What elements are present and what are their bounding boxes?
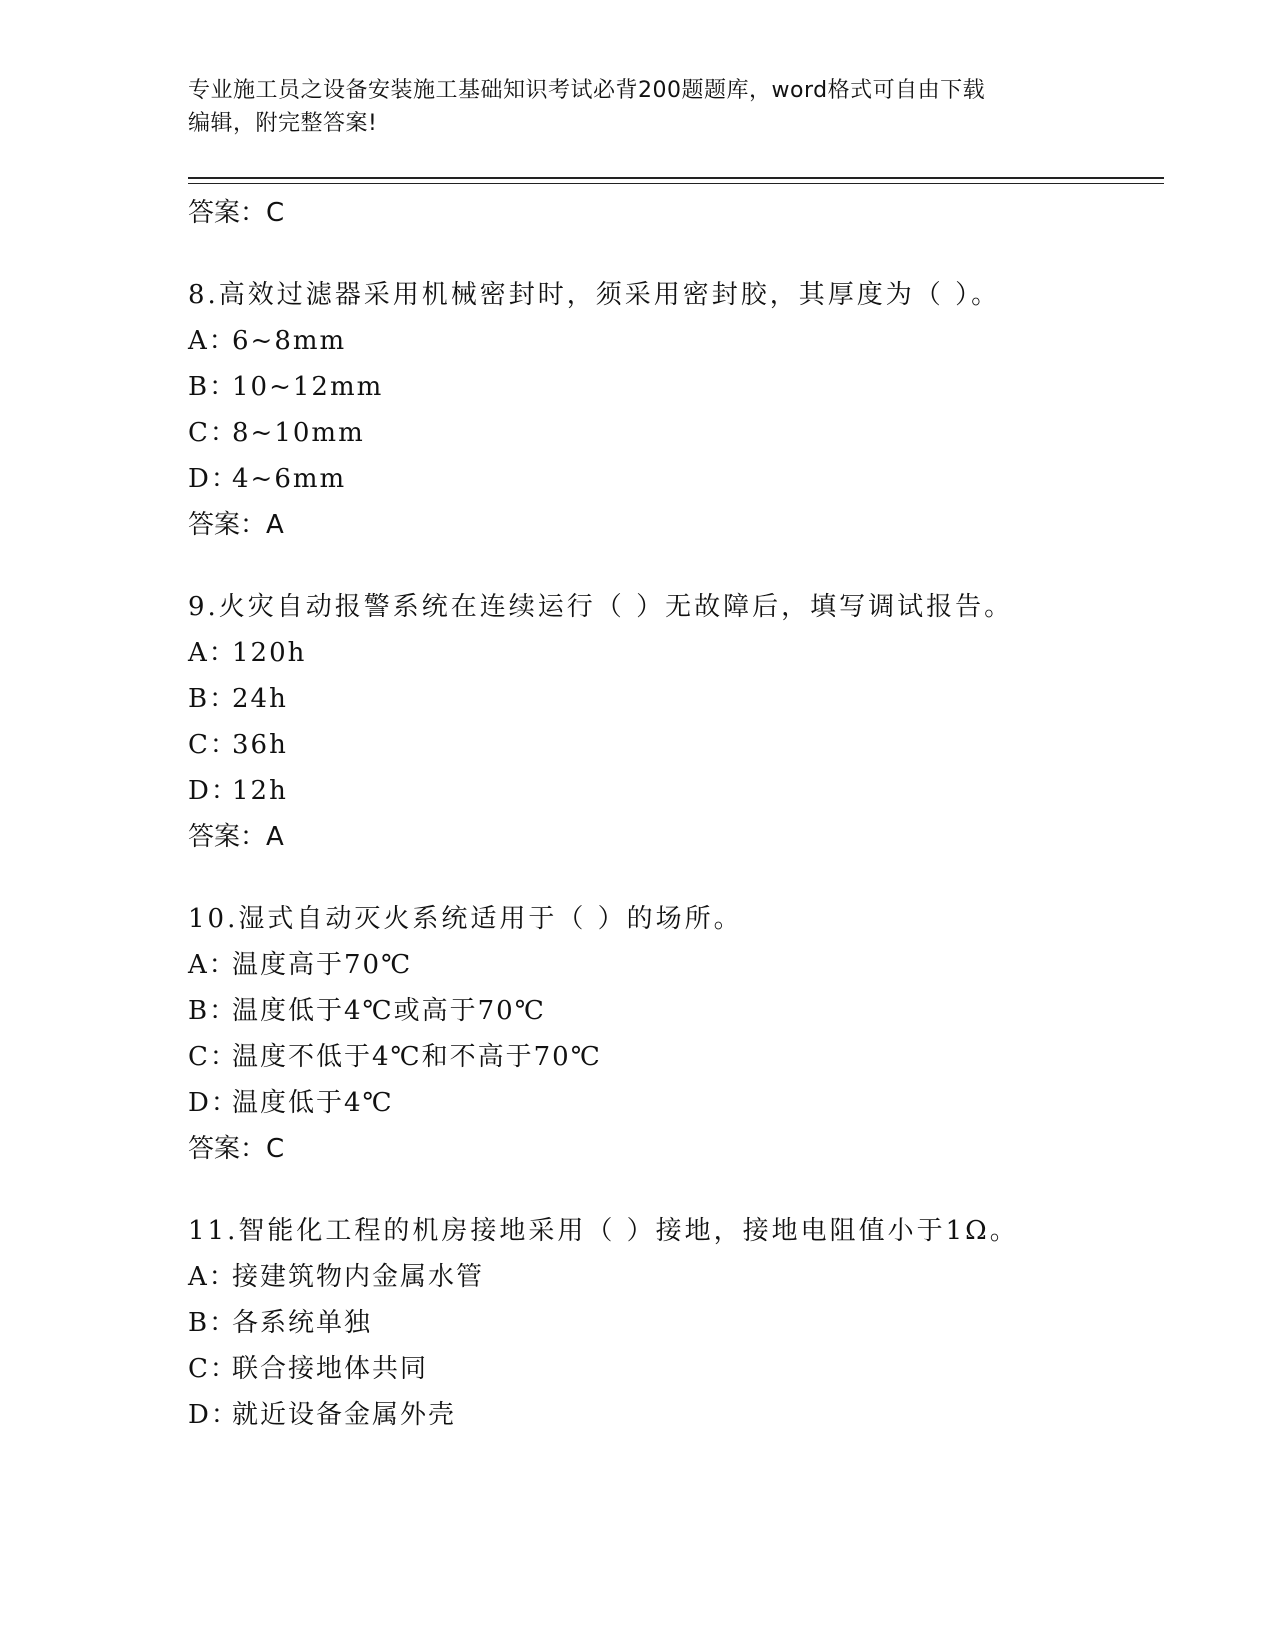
- option-c: [188, 722, 1164, 768]
- option-letter: B：: [188, 684, 238, 714]
- option-text: 各系统单独: [232, 1308, 373, 1338]
- option-letter: C：: [188, 1354, 238, 1384]
- option-text: 温度不低于4℃和不高于70℃: [232, 1042, 602, 1072]
- option-text: 联合接地体共同: [232, 1354, 429, 1384]
- page-header: [188, 74, 1088, 140]
- option-b: [188, 676, 1164, 722]
- option-letter: A：: [188, 326, 237, 356]
- option-text: 温度低于4℃: [232, 1088, 394, 1118]
- option-b: [188, 364, 1164, 410]
- option-d: [188, 456, 1164, 502]
- question-stem: 10.湿式自动灭火系统适用于（ ）的场所。: [188, 904, 743, 934]
- option-text: 4~6mm: [232, 464, 347, 494]
- question-stem: 11.智能化工程的机房接地采用（ ）接地，接地电阻值小于1Ω。: [188, 1216, 1019, 1246]
- option-letter: D：: [188, 776, 239, 806]
- option-letter: B：: [188, 996, 238, 1026]
- option-text: 12h: [232, 776, 288, 806]
- answer-line: 答案：C: [188, 1134, 285, 1164]
- header-divider-thick: [188, 177, 1164, 179]
- option-text: 120h: [232, 638, 307, 668]
- answer-line: 答案：A: [188, 510, 284, 540]
- option-letter: A：: [188, 638, 237, 668]
- option-b: [188, 988, 1164, 1034]
- option-b: [188, 1300, 1164, 1346]
- option-text: 10~12mm: [232, 372, 384, 402]
- option-a: [188, 630, 1164, 676]
- option-letter: D：: [188, 1088, 239, 1118]
- option-text: 24h: [232, 684, 288, 714]
- option-letter: D：: [188, 1400, 239, 1430]
- option-c: [188, 1034, 1164, 1080]
- option-a: [188, 942, 1164, 988]
- question-stem: 8.高效过滤器采用机械密封时，须采用密封胶，其厚度为（ ）。: [188, 280, 1001, 310]
- answer-line: 答案：A: [188, 822, 284, 852]
- option-letter: A：: [188, 1262, 237, 1292]
- option-text: 接建筑物内金属水管: [232, 1262, 485, 1292]
- option-text: 温度低于4℃或高于70℃: [232, 996, 546, 1026]
- header-title-line-1: 专业施工员之设备安装施工基础知识考试必背200题题库，word格式可自由下载: [188, 78, 986, 103]
- option-letter: C：: [188, 1042, 238, 1072]
- question-stem: 9.火灾自动报警系统在连续运行（ ）无故障后，填写调试报告。: [188, 592, 1014, 622]
- option-text: 36h: [232, 730, 288, 760]
- option-a: [188, 318, 1164, 364]
- option-c: [188, 410, 1164, 456]
- option-a: [188, 1254, 1164, 1300]
- option-letter: B：: [188, 1308, 238, 1338]
- header-divider-thin: [188, 183, 1164, 184]
- option-text: 8~10mm: [232, 418, 365, 448]
- option-letter: D：: [188, 464, 239, 494]
- option-letter: A：: [188, 950, 237, 980]
- option-letter: C：: [188, 730, 238, 760]
- answer-line: 答案：C: [188, 198, 285, 228]
- option-text: 温度高于70℃: [232, 950, 413, 980]
- option-d: [188, 1392, 1164, 1438]
- option-d: [188, 768, 1164, 814]
- option-text: 就近设备金属外壳: [232, 1400, 457, 1430]
- option-text: 6~8mm: [232, 326, 347, 356]
- header-title-line-2: 编辑，附完整答案!: [188, 111, 378, 136]
- option-d: [188, 1080, 1164, 1126]
- question-list: [188, 190, 1164, 1438]
- option-letter: B：: [188, 372, 238, 402]
- option-c: [188, 1346, 1164, 1392]
- option-letter: C：: [188, 418, 238, 448]
